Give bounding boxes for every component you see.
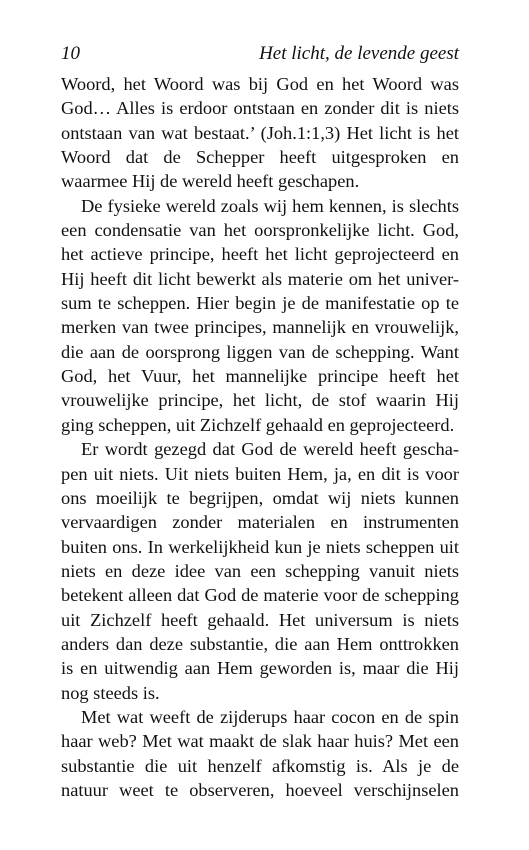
paragraph-4: Met wat weeft de zijderups haar cocon en de spin haar web? Met wat maakt de slak haar huis? Met een substantie die uit henzelf afkomstig is. Als je de natuur weet te observeren, hoeveel verschijnselen: [61, 706, 459, 800]
body-text: [61, 72, 459, 802]
page-number: 10: [61, 43, 80, 64]
paragraph-1: Woord, het Woord was bij God en het Woord was God… Alles is erdoor ontstaan en zonder dit is niets ontstaan van wat bestaat.’ (Joh.1:1,3) Het licht is het Woord dat de Schepper heeft uitgesproken en waarmee Hij de wereld heeft geschapen.: [61, 74, 459, 192]
book-page: [61, 42, 459, 802]
paragraph-2: De fysieke wereld zoals wij hem kennen, is slechts een condensatie van het oorspronkelijke licht. God, het actieve principe, heeft het licht geprojecteerd en Hij heeft dit licht bewerkt als materie om het univer-sum te scheppen. Hier begin je de manifestatie op te merken van twee principes, mannelijk en vrouwelijk, die aan de oorsprong liggen van de schepping. Want God, het Vuur, het mannelijke principe heeft het vrouwelijke principe, het licht, de stof waarin Hij ging scheppen, uit Zichzelf gehaald en geprojecteerd.: [61, 195, 459, 435]
running-header: [61, 42, 459, 66]
running-title: Het licht, de levende geest: [259, 43, 459, 64]
paragraph-3: Er wordt gezegd dat God de wereld heeft gescha-pen uit niets. Uit niets buiten Hem, ja, en dit is voor ons moeilijk te begrijpen, omdat wij niets kunnen vervaardigen zonder materialen en instrumenten buiten ons. In werkelijkheid kun je niets scheppen uit niets en deze idee van een schepping vanuit niets betekent alleen dat God de materie voor de schepping uit Zichzelf heeft gehaald. Het universum is niets anders dan deze substantie, die aan Hem onttrokken is en uitwendig aan Hem geworden is, maar die Hij nog steeds is.: [61, 439, 459, 703]
